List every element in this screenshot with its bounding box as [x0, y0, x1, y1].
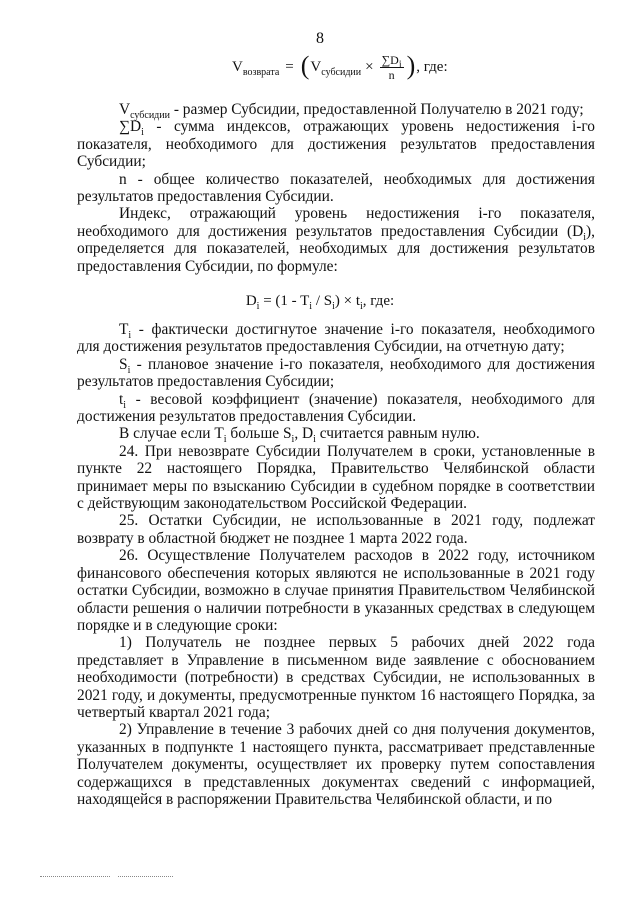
paragraph: 1) Получатель не позднее первых 5 рабочих дней 2022 года представляет в Управление в письменном виде заявление с обоснованием необходимости (потребности) в средствах Субсидии, не использованных в 2021 году, и документы, предусмотренные пунктом 16 настоящего Порядка, за четвертый квартал 2021 года;	[77, 634, 595, 721]
formula-lhs: $V_{возврата}$	[232, 58, 280, 78]
footer-divider	[40, 876, 110, 877]
paragraph: Индекс, отражающий уровень недостижения i-го показателя, необходимого для достижения результатов предоставления Субсидии $(D_i)$, определяется для показателей, необходимых для достижения результатов предоставления Субсидии, по формуле:	[77, 205, 595, 275]
paragraph: $S_i$ - плановое значение i-го показателя, необходимого для достижения результатов предоставления Субсидии;	[77, 355, 595, 391]
paragraph: 24. При невозврате Субсидии Получателем в сроки, установленные в пункте 22 настоящего Порядка, Правительство Челябинской области принимает меры по взысканию Субсидии в судебном порядке в соответствии с действующим законодательством Российской Федерации.	[77, 442, 595, 513]
index-formula: $D_i = (1 - T_i / S_i) \times t_i$, где:	[245, 293, 395, 312]
paragraph: 26. Осуществление Получателем расходов в 2022 году, источником финансового обеспечения которых являются не использованные в 2021 году остатки Субсидии, возможно в случае принятия Правительством Челябинской области решения о наличии потребности в указанных средствах в следующем порядке и в следующие сроки:	[77, 547, 595, 634]
paragraph: $T_i$ - фактически достигнутое значение i-го показателя, необходимого для достижения результатов предоставления Субсидии, на отчетную дату;	[77, 321, 595, 356]
paragraph: В случае если $T_i$ больше $S_i$, $D_i$ считается равным нулю.	[119, 425, 480, 446]
formula-fraction: $\frac{\sum D_i}{n}$	[381, 52, 402, 82]
return-formula: $V_{возврата}$ = ( $V_{субсидии}$ × $\frac{\sum D_i}{n}$ ) , где:	[232, 51, 448, 82]
paragraph: 25. Остатки Субсидии, не использованные в 2021 году, подлежат возврату в областной бюджет не позднее 1 марта 2022 года.	[77, 512, 595, 547]
footer-divider	[118, 876, 173, 877]
body-text-bottom	[77, 321, 595, 808]
paragraph: 2) Управление в течение 3 рабочих дней со дня получения документов, указанных в подпункте 1 настоящего пункта, рассматривает представленные Получателем документы, осуществляет их проверку путем сопоставления содержащихся в представленных документах сведений с информацией, находящейся в распоряжении Правительства Челябинской области, и по	[77, 721, 595, 808]
paragraph: $\sum D_i$ - сумма индексов, отражающих уровень недостижения i-го показателя, необходимого для достижения результатов предоставления Субсидии;	[77, 118, 595, 171]
paragraph: n - общее количество показателей, необходимых для достижения результатов предоставления Субсидии.	[77, 170, 595, 206]
body-text-top	[77, 101, 595, 275]
page-number: 8	[316, 30, 324, 47]
paragraph: $t_i$ - весовой коэффициент (значение) показателя, необходимого для достижения результатов предоставления Субсидии.	[77, 390, 595, 426]
paragraph: $V_{субсидии}$ - размер Субсидии, предоставленной Получателю в 2021 году;	[119, 101, 584, 122]
